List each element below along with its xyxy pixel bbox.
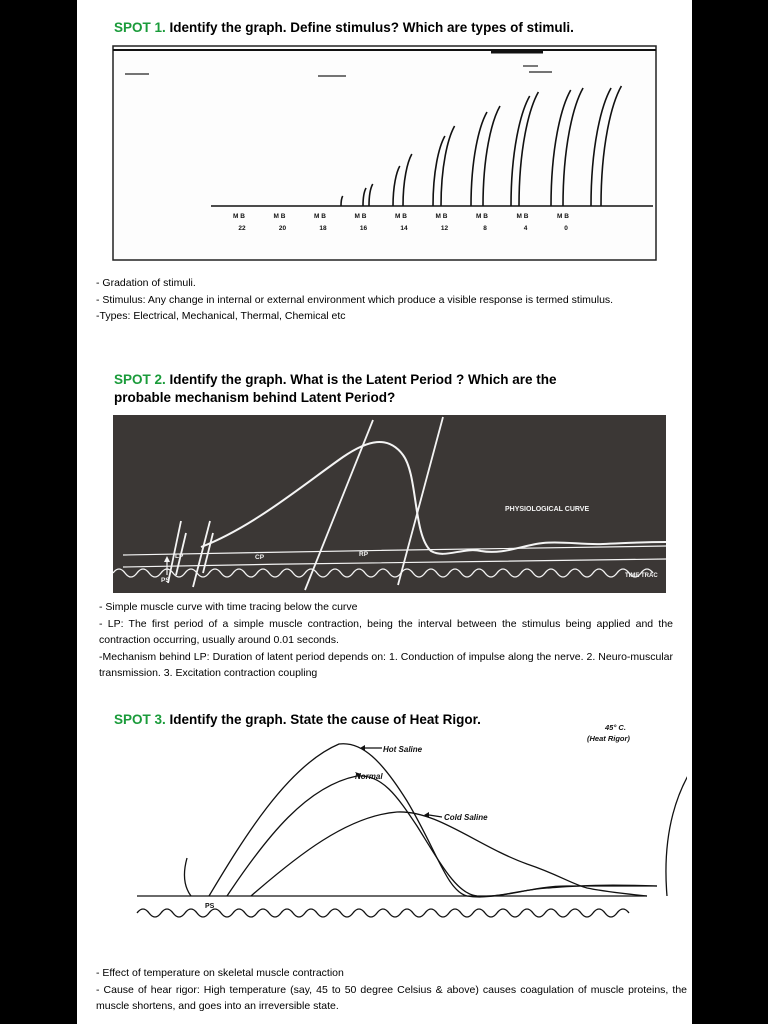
- ps-label: PS: [205, 903, 215, 910]
- coil-distance-label: 16: [359, 225, 368, 232]
- spot3-answer-line: - Effect of temperature on skeletal muscle contraction: [96, 967, 344, 979]
- ps-label: PS: [161, 577, 170, 584]
- spot1-answer-line: - Stimulus: Any change in internal or external environment which produce a visible response is termed stimulus.: [96, 293, 614, 306]
- spot1-number: SPOT 1.: [114, 20, 166, 35]
- stimulus-marker-label: M B: [557, 213, 569, 220]
- spot1-gradation-figure: [111, 44, 658, 262]
- heat-temp-label: 45° C.: [605, 723, 626, 732]
- cold-saline-label: Cold Saline: [444, 813, 488, 822]
- spot3-temperature-figure: [127, 716, 687, 936]
- coil-distance-label: 12: [440, 225, 449, 232]
- spot2-title: [114, 371, 557, 407]
- stimulus-marker-label: M B: [354, 213, 367, 220]
- heat-rigor-label: (Heat Rigor): [587, 734, 630, 743]
- spot3-number: SPOT 3.: [114, 712, 166, 727]
- hot-saline-label: Hot Saline: [383, 745, 423, 754]
- spot2-answer-line: - LP: The first period of a simple muscle contraction, being the interval between the stimulus being applied and the contraction occurring, usually around 0.01 seconds.: [99, 617, 673, 646]
- coil-distance-label: 14: [400, 225, 408, 232]
- coil-distance-label: 22: [238, 225, 246, 232]
- spot1-title: [114, 19, 574, 37]
- spot1-answer-line: -Types: Electrical, Mechanical, Thermal, Chemical etc: [96, 310, 346, 322]
- spot2-answer: [99, 599, 673, 682]
- spot2-answer-line: -Mechanism behind LP: Duration of latent period depends on: 1. Conduction of impulse along the nerve. 2. Neuro-muscular transmission. 3. Excitation contraction coupling: [99, 650, 673, 679]
- spot3-answer: [96, 965, 687, 1015]
- spot3-question: Identify the graph. State the cause of Heat Rigor.: [169, 712, 481, 727]
- coil-distance-label: 20: [278, 225, 287, 232]
- spot2-question-line2: probable mechanism behind Latent Period?: [114, 390, 396, 405]
- coil-distance-label: 18: [319, 225, 327, 232]
- cp-label: CP: [255, 554, 265, 561]
- stimulus-marker-label: M B: [435, 213, 448, 220]
- spot3-answer-line: - Cause of hear rigor: High temperature (say, 45 to 50 degree Celsius & above) causes coagulation of muscle proteins, the muscle shortens, and goes into an irreversible state.: [96, 983, 687, 1012]
- spot2-number: SPOT 2.: [114, 372, 166, 387]
- coil-distance-label: 0: [564, 225, 568, 232]
- spot1-answer: [96, 275, 687, 325]
- stimulus-marker-label: M B: [395, 213, 407, 220]
- lp-label: LP: [175, 553, 184, 560]
- normal-label: Normal: [355, 772, 383, 781]
- time-tracing-label: TIME TRAC: [625, 573, 658, 579]
- coil-distance-label: 8: [483, 225, 487, 232]
- stimulus-marker-label: M B: [233, 213, 245, 220]
- spot2-answer-line: - Simple muscle curve with time tracing below the curve: [99, 601, 358, 613]
- spot2-muscle-curve-figure: [113, 415, 666, 593]
- stimulus-marker-label: M B: [273, 213, 286, 220]
- stimulus-marker-label: M B: [476, 213, 488, 220]
- coil-distance-label: 4: [523, 225, 528, 232]
- document-page: [77, 0, 692, 1024]
- stimulus-marker-label: M B: [314, 213, 326, 220]
- rp-label: RP: [359, 551, 369, 558]
- spot2-question-line1: Identify the graph. What is the Latent Period ? Which are the: [169, 372, 557, 387]
- stimulus-marker-label: M B: [516, 213, 529, 220]
- physiological-curve-label: PHYSIOLOGICAL CURVE: [505, 506, 590, 513]
- spot1-answer-line: - Gradation of stimuli.: [96, 277, 196, 289]
- spot1-question: Identify the graph. Define stimulus? Which are types of stimuli.: [169, 20, 574, 35]
